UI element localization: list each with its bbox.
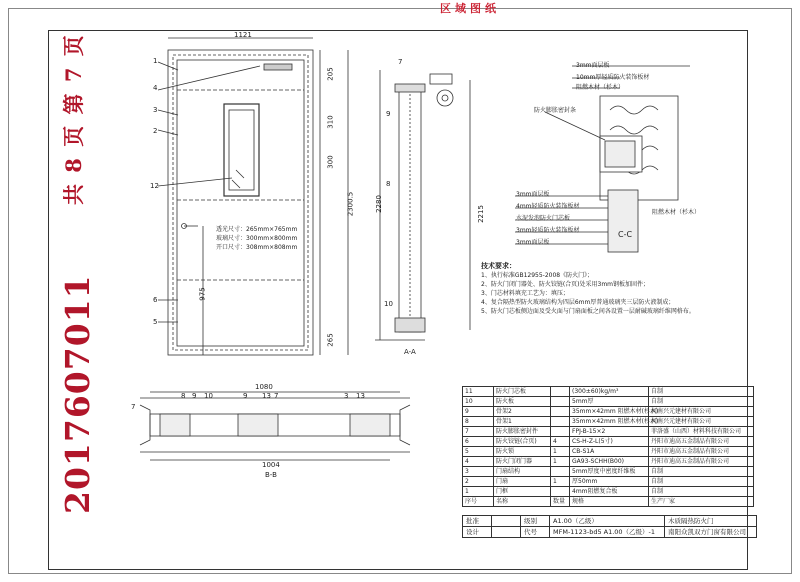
table-cell: 防火铰链(合页): [494, 437, 551, 447]
tb-product-name: 木质隔热防火门: [665, 516, 757, 527]
table-cell: 1: [551, 477, 570, 487]
table-cell: 骨架2: [494, 407, 551, 417]
aa-callout-9: 9: [386, 110, 391, 118]
callout-6: 6: [153, 296, 158, 304]
table-cell: 9: [463, 407, 494, 417]
tb-cell: 设计: [463, 527, 492, 538]
tb-cell: A1.00（乙级）: [550, 516, 665, 527]
table-cell: 门扇结构: [494, 467, 551, 477]
table-cell: 防火门闭门器: [494, 457, 551, 467]
tb-cell: MFM-1123-bd5 A1.00（乙级）-1: [550, 527, 665, 538]
table-row: [463, 467, 754, 477]
table-row: [463, 437, 754, 447]
bb-callout-7: 7: [131, 403, 136, 411]
tb-cell: 级别: [521, 516, 550, 527]
dim-2215: 2215: [476, 205, 485, 223]
table-cell: 5mm厚: [570, 397, 649, 407]
door-closer: [264, 64, 292, 70]
table-cell: 1: [463, 487, 494, 497]
tech-item: 1、执行标准GB12955-2008《防火门》；: [481, 272, 594, 279]
table-cell: 防火膨胀密封件: [494, 427, 551, 437]
dim-265: 265: [326, 333, 335, 347]
bb-callout-13: 13: [262, 392, 271, 400]
parts-list: [462, 386, 754, 507]
table-cell: [551, 467, 570, 477]
table-cell: 1: [551, 457, 570, 467]
table-row: [463, 497, 754, 507]
callout-12: 12: [150, 182, 159, 190]
dim-975: 975: [198, 287, 207, 301]
table-cell: [551, 387, 570, 397]
table-cell: [551, 427, 570, 437]
table-cell: 防火门芯板: [494, 387, 551, 397]
door-frame-outline: [168, 50, 313, 355]
section-aa-label: A-A: [404, 348, 416, 356]
glass-spec-2: 玻璃尺寸：300mm×800mm: [216, 235, 298, 242]
bb-callout-10: 10: [204, 392, 213, 400]
table-cell: 河南兴元建材有限公司: [649, 407, 754, 417]
table-cell: 自制: [649, 397, 754, 407]
table-row: [463, 407, 754, 417]
table-row: [463, 397, 754, 407]
tb-company: 南阳众凯双方门窗有限公司: [665, 527, 757, 538]
table-cell: 自制: [649, 467, 754, 477]
table-cell: 序号: [463, 497, 494, 507]
table-cell: 防火锁: [494, 447, 551, 457]
table-cell: 3: [463, 467, 494, 477]
cc-note-1: 3mm面层板: [576, 62, 610, 69]
serial-stamp: 2017607011: [58, 274, 97, 514]
tb-cell: 批准: [463, 516, 492, 527]
table-cell: 4mm阻燃复合板: [570, 487, 649, 497]
tech-item: 3、门芯材料填充工艺为：填压；: [481, 290, 569, 297]
tech-item: 2、防火门闭门器处、防火铰链(合页)处采用3mm钢板加固件；: [481, 281, 650, 288]
table-cell: [551, 397, 570, 407]
table-cell: 自制: [649, 487, 754, 497]
tb-cell: [492, 527, 521, 538]
table-cell: 1: [551, 447, 570, 457]
table-row: [463, 487, 754, 497]
dim-2280: 2280: [374, 195, 383, 213]
aa-callout-10: 10: [384, 300, 393, 308]
dim-width: 1121: [234, 31, 252, 39]
callout-5: 5: [153, 318, 158, 326]
tech-title: 技术要求：: [481, 262, 516, 270]
table-cell: 丹阳市迪高五金制品有限公司: [649, 437, 754, 447]
table-cell: 5mm厚度中密度纤维板: [570, 467, 649, 477]
table-cell: [551, 407, 570, 417]
bb-callout-8: 8: [181, 392, 186, 400]
table-row: [463, 427, 754, 437]
glass-spec-3: 开口尺寸：308mm×808mm: [216, 244, 298, 251]
tech-item: 4、复合隔热型防火玻璃结构为四层6mm厚普通玻璃夹三层防火液制成；: [481, 299, 675, 306]
aa-callout-8: 8: [386, 180, 391, 188]
cc-note-5: 3mm面层板: [516, 191, 550, 198]
table-cell: 自制: [649, 477, 754, 487]
table-cell: 门扇: [494, 477, 551, 487]
table-cell: 4: [463, 457, 494, 467]
table-cell: 4: [551, 437, 570, 447]
cc-note-2: 10mm厚轻质防火装饰板材: [576, 74, 650, 81]
table-cell: 5: [463, 447, 494, 457]
table-cell: 10: [463, 397, 494, 407]
cc-note-9: 3mm面层板: [516, 239, 550, 246]
table-cell: 规格: [570, 497, 649, 507]
dim-205: 205: [326, 67, 335, 81]
table-cell: 名称: [494, 497, 551, 507]
table-cell: FPJ-B-15×2: [570, 427, 649, 437]
table-cell: 防火板: [494, 397, 551, 407]
table-cell: 35mm×42mm 阻燃木材(杉木): [570, 417, 649, 427]
table-cell: 菲洛盛（山西）材料科技有限公司: [649, 427, 754, 437]
bb-callout-3: 3: [344, 392, 349, 400]
table-cell: 厚50mm: [570, 477, 649, 487]
table-cell: 河南兴元建材有限公司: [649, 417, 754, 427]
technical-requirements: [481, 262, 751, 316]
glass-spec-1: 透光尺寸：265mm×765mm: [216, 226, 298, 233]
table-cell: [551, 417, 570, 427]
top-stamp: 区域图纸: [440, 2, 500, 15]
table-row: [463, 387, 754, 397]
table-cell: CS-H-Z-L(5寸): [570, 437, 649, 447]
cc-note-10: 阻燃木材（杉木）: [652, 209, 701, 216]
callout-2: 2: [153, 127, 158, 135]
table-cell: 6: [463, 437, 494, 447]
dim-300: 300: [326, 155, 335, 169]
dim-310: 310: [326, 115, 335, 129]
table-cell: [551, 487, 570, 497]
title-block: [462, 515, 757, 538]
table-cell: 数量: [551, 497, 570, 507]
table-cell: 35mm×42mm 阻燃木材(杉木): [570, 407, 649, 417]
page-stamp: 共 8 页 第 7 页: [61, 33, 86, 205]
bb-callout-9b: 9: [243, 392, 248, 400]
section-cc-label: C-C: [618, 230, 633, 239]
table-row: [463, 477, 754, 487]
bb-callout-7b: 7: [274, 392, 279, 400]
section-bb-label: B-B: [265, 471, 277, 479]
cc-note-8: 3mm轻质防火装饰板材: [516, 227, 580, 234]
table-cell: 丹阳市迪高五金制品有限公司: [649, 457, 754, 467]
table-cell: 自制: [649, 387, 754, 397]
table-cell: 2: [463, 477, 494, 487]
table-cell: CB-S1A: [570, 447, 649, 457]
dim-1004: 1004: [262, 461, 280, 469]
bb-callout-13b: 13: [356, 392, 365, 400]
table-cell: 生产厂家: [649, 497, 754, 507]
cc-note-4: 防火膨胀密封条: [534, 107, 577, 114]
aa-callout-7: 7: [398, 58, 403, 66]
table-row: [463, 447, 754, 457]
table-cell: 8: [463, 417, 494, 427]
table-cell: 门框: [494, 487, 551, 497]
table-cell: GA93-SCHH(B00): [570, 457, 649, 467]
callout-3: 3: [153, 106, 158, 114]
bb-callout-9: 9: [192, 392, 197, 400]
cc-note-6: 4mm轻质防火装饰板材: [516, 203, 580, 210]
table-cell: 骨架1: [494, 417, 551, 427]
callout-4: 4: [153, 84, 158, 92]
tech-item: 5、防火门芯板侧边面及受火面与门扇面板之间各设置一层耐碱玻璃纤维网格布。: [481, 308, 695, 315]
table-row: [463, 457, 754, 467]
dim-total-height: 2300.5: [346, 191, 355, 217]
table-cell: (300±60)kg/m³: [570, 387, 649, 397]
tb-cell: [492, 516, 521, 527]
cc-note-7: 水泥发泡防火门芯板: [516, 215, 571, 222]
table-cell: 11: [463, 387, 494, 397]
tb-cell: 代号: [521, 527, 550, 538]
dim-1080: 1080: [255, 383, 273, 391]
table-cell: 7: [463, 427, 494, 437]
table-row: [463, 417, 754, 427]
cc-note-3: 阻燃木材（杉木）: [576, 84, 625, 91]
table-cell: 丹阳市迪高五金制品有限公司: [649, 447, 754, 457]
callout-1: 1: [153, 57, 158, 65]
